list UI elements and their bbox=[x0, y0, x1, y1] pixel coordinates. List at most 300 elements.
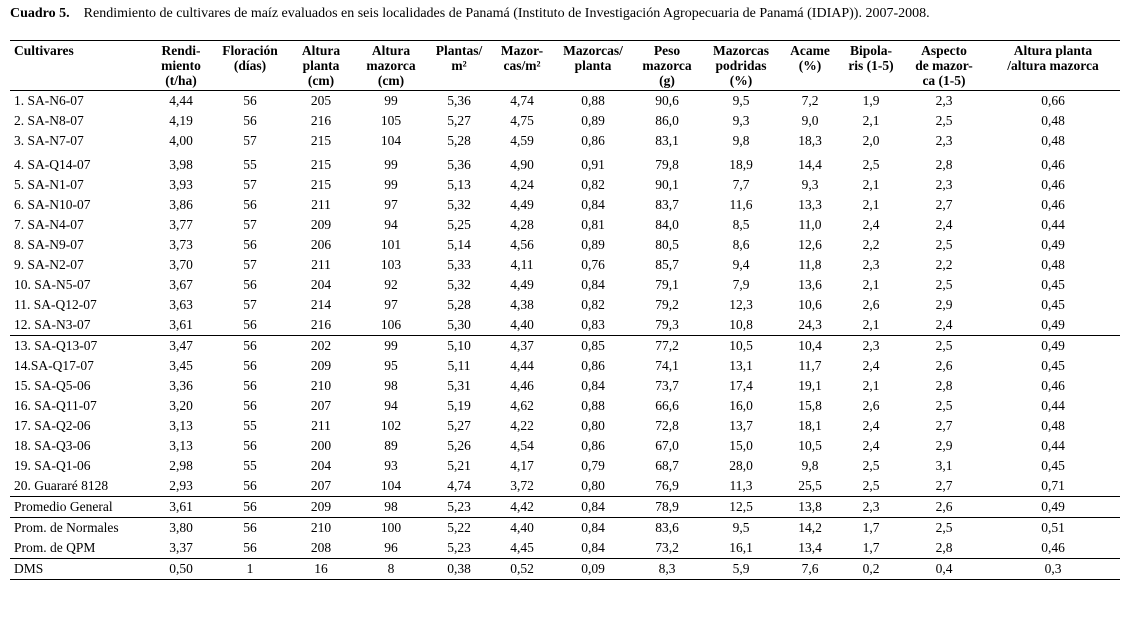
table-cell: 215 bbox=[310, 157, 332, 172]
table-cell: 11,0 bbox=[798, 217, 822, 232]
table-cell: 4,59 bbox=[510, 133, 534, 148]
table-cell: 4,75 bbox=[510, 113, 534, 128]
table-cell: 57 bbox=[243, 217, 257, 232]
table-cell: 0,49 bbox=[986, 336, 1120, 357]
table-cell: 79,8 bbox=[655, 157, 679, 172]
table-cell: 80,5 bbox=[655, 237, 679, 252]
column-header bbox=[554, 41, 632, 91]
column-header bbox=[150, 41, 212, 91]
table-cell: 0,38 bbox=[428, 559, 490, 580]
cultivar-name-cell: 7. SA-N4-07 bbox=[14, 217, 84, 232]
table-cell: 0,66 bbox=[1041, 93, 1065, 108]
table-cell: 2,3 bbox=[935, 177, 953, 192]
table-cell: 0,84 bbox=[581, 197, 605, 212]
table-cell: 205 bbox=[310, 93, 332, 108]
table-cell: 2,3 bbox=[862, 257, 880, 272]
table-cell: 99 bbox=[384, 177, 398, 192]
cultivar-name-cell: 2. SA-N8-07 bbox=[14, 113, 84, 128]
table-cell: 0,44 bbox=[1041, 398, 1065, 413]
table-cell: 13,8 bbox=[780, 497, 840, 518]
column-header-line: Bipola- bbox=[849, 43, 892, 58]
table-cell: 2,2 bbox=[862, 237, 880, 252]
table-cell: 68,7 bbox=[655, 458, 679, 473]
cultivar-name-cell: 15. SA-Q5-06 bbox=[14, 378, 91, 393]
table-cell: 0,48 bbox=[1041, 418, 1065, 433]
table-cell: 0,88 bbox=[581, 398, 605, 413]
table-cell: 0,46 bbox=[1041, 540, 1065, 555]
table-cell: 211 bbox=[311, 257, 331, 272]
table-cell: 1,7 bbox=[862, 540, 880, 555]
column-header-line: (días) bbox=[233, 58, 267, 73]
table-cell: 56 bbox=[243, 277, 257, 292]
table-cell: 98 bbox=[384, 378, 398, 393]
table-cell: 2,5 bbox=[902, 336, 986, 357]
table-cell: 0,2 bbox=[840, 559, 902, 580]
table-cell: 4,11 bbox=[510, 257, 534, 272]
table-cell: 2,6 bbox=[935, 358, 953, 373]
table-cell: 2,4 bbox=[862, 438, 880, 453]
table-cell: 10,5 bbox=[798, 438, 822, 453]
column-header bbox=[902, 41, 986, 91]
table-cell: 83,6 bbox=[632, 518, 702, 539]
table-cell: 9,5 bbox=[702, 518, 780, 539]
table-cell: 9,4 bbox=[732, 257, 750, 272]
table-cell: 4,40 bbox=[490, 518, 554, 539]
table-cell: 0,44 bbox=[1041, 438, 1065, 453]
table-cell: 208 bbox=[310, 540, 332, 555]
table-row bbox=[10, 235, 1120, 255]
table-cell: 0,09 bbox=[554, 559, 632, 580]
column-header-line: ca (1-5) bbox=[922, 73, 966, 88]
table-cell: 5,21 bbox=[447, 458, 471, 473]
table-cell: 0,84 bbox=[554, 518, 632, 539]
table-cell: 56 bbox=[212, 336, 288, 357]
table-cell: 11,3 bbox=[729, 478, 753, 493]
column-header-line: mazorca bbox=[642, 58, 692, 73]
table-cell: 97 bbox=[384, 197, 398, 212]
column-header-line: Mazorcas bbox=[713, 43, 769, 58]
table-cell: 7,9 bbox=[732, 277, 750, 292]
table-cell: 2,3 bbox=[840, 497, 902, 518]
column-header-line: Plantas/ bbox=[435, 43, 483, 58]
table-cell: 2,98 bbox=[169, 458, 193, 473]
table-cell: 0,86 bbox=[581, 358, 605, 373]
cultivar-name-cell: Prom. de QPM bbox=[14, 540, 96, 555]
table-cell: 2,3 bbox=[935, 93, 953, 108]
table-cell: 18,3 bbox=[798, 133, 822, 148]
table-cell: 210 bbox=[310, 378, 332, 393]
table-cell: 102 bbox=[380, 418, 402, 433]
cultivar-name-cell: 8. SA-N9-07 bbox=[14, 237, 84, 252]
cultivar-name-cell: Prom. de Normales bbox=[10, 518, 150, 539]
table-cell: 210 bbox=[288, 518, 354, 539]
table-row bbox=[10, 151, 1120, 175]
table-cell: 5,26 bbox=[447, 438, 471, 453]
table-cell: 2,6 bbox=[902, 497, 986, 518]
table-cell: 2,0 bbox=[862, 133, 880, 148]
table-cell: 0,84 bbox=[581, 540, 605, 555]
table-cell: 9,3 bbox=[801, 177, 819, 192]
table-cell: 0,49 bbox=[986, 497, 1120, 518]
table-cell: 56 bbox=[243, 358, 257, 373]
table-cell: 4,00 bbox=[169, 133, 193, 148]
table-cell: 0,89 bbox=[581, 237, 605, 252]
table-cell: 3,20 bbox=[169, 398, 193, 413]
table-cell: 202 bbox=[288, 336, 354, 357]
table-cell: 78,9 bbox=[632, 497, 702, 518]
table-cell: 83,1 bbox=[655, 133, 679, 148]
column-header-line: Acame bbox=[790, 43, 830, 58]
table-cell: 72,8 bbox=[655, 418, 679, 433]
table-cell: 214 bbox=[310, 297, 332, 312]
table-cell: 3,86 bbox=[169, 197, 193, 212]
column-header-line: planta bbox=[574, 58, 612, 73]
table-cell: 5,27 bbox=[447, 113, 471, 128]
table-cell: 57 bbox=[243, 133, 257, 148]
table-cell: 0,4 bbox=[902, 559, 986, 580]
table-cell: 76,9 bbox=[655, 478, 679, 493]
table-cell: 74,1 bbox=[655, 358, 679, 373]
table-cell: 25,5 bbox=[798, 478, 822, 493]
table-cell: 73,7 bbox=[655, 378, 679, 393]
table-cell: 3,93 bbox=[169, 177, 193, 192]
table-cell: 56 bbox=[243, 237, 257, 252]
column-header-line: Altura planta bbox=[1013, 43, 1093, 58]
table-cell: 2,5 bbox=[935, 398, 953, 413]
table-cell: 2,1 bbox=[862, 317, 880, 332]
table-cell: 19,1 bbox=[798, 378, 822, 393]
table-cell: 4,54 bbox=[510, 438, 534, 453]
table-cell: 1 bbox=[212, 559, 288, 580]
table-cell: 0,49 bbox=[1041, 317, 1065, 332]
table-cell: 99 bbox=[384, 157, 398, 172]
table-cell: 4,44 bbox=[510, 358, 534, 373]
table-cell: 79,1 bbox=[655, 277, 679, 292]
column-header bbox=[10, 41, 150, 91]
table-cell: 4,49 bbox=[510, 197, 534, 212]
table-cell: 56 bbox=[212, 518, 288, 539]
table-cell: 4,38 bbox=[510, 297, 534, 312]
table-cell: 2,1 bbox=[862, 197, 880, 212]
table-cell: 211 bbox=[311, 197, 331, 212]
table-cell: 15,0 bbox=[729, 438, 753, 453]
table-cell: 5,28 bbox=[447, 133, 471, 148]
table-cell: 3,47 bbox=[150, 336, 212, 357]
cultivar-name-cell: 17. SA-Q2-06 bbox=[14, 418, 91, 433]
table-row bbox=[10, 456, 1120, 476]
table-cell: 4,46 bbox=[510, 378, 534, 393]
table-cell: 2,1 bbox=[862, 177, 880, 192]
column-header-line: Floración bbox=[222, 43, 278, 58]
table-cell: 5,32 bbox=[447, 197, 471, 212]
table-cell: 17,4 bbox=[729, 378, 753, 393]
table-cell: 56 bbox=[243, 398, 257, 413]
table-cell: 0,48 bbox=[1041, 257, 1065, 272]
table-cell: 93 bbox=[384, 458, 398, 473]
table-cell: 16,1 bbox=[729, 540, 753, 555]
table-cell: 85,7 bbox=[655, 257, 679, 272]
table-cell: 4,74 bbox=[510, 93, 534, 108]
table-row bbox=[10, 376, 1120, 396]
table-row bbox=[10, 436, 1120, 456]
cultivar-name-cell: 3. SA-N7-07 bbox=[14, 133, 84, 148]
column-header bbox=[490, 41, 554, 91]
table-cell: 94 bbox=[384, 217, 398, 232]
caption-text: Rendimiento de cultivares de maíz evaluados en seis localidades de Panamá (Instituto de Investigación Agropecuaria de Panamá (IDIAP)). 2007-2008. bbox=[83, 6, 930, 21]
table-cell: 209 bbox=[288, 497, 354, 518]
table-cell: 2,5 bbox=[935, 113, 953, 128]
table-cell: 57 bbox=[243, 297, 257, 312]
table-cell: 8,3 bbox=[632, 559, 702, 580]
table-cell: 3,13 bbox=[169, 438, 193, 453]
table-cell: 5,30 bbox=[447, 317, 471, 332]
column-header-line: (cm) bbox=[377, 73, 405, 88]
table-cell: 3,37 bbox=[169, 540, 193, 555]
table-cell: 16 bbox=[288, 559, 354, 580]
table-cell: 0,80 bbox=[581, 418, 605, 433]
table-cell: 56 bbox=[212, 497, 288, 518]
table-cell: 206 bbox=[310, 237, 332, 252]
column-header-line: (%) bbox=[798, 58, 822, 73]
table-cell: 0,88 bbox=[581, 93, 605, 108]
table-cell: 3,72 bbox=[510, 478, 534, 493]
table-cell: 18,9 bbox=[729, 157, 753, 172]
table-row bbox=[10, 175, 1120, 195]
table-cell: 3,36 bbox=[169, 378, 193, 393]
table-cell: 0,3 bbox=[986, 559, 1120, 580]
table-cell: 5,19 bbox=[447, 398, 471, 413]
table-cell: 2,5 bbox=[862, 478, 880, 493]
table-cell: 103 bbox=[380, 257, 402, 272]
table-cell: 13,3 bbox=[798, 197, 822, 212]
table-cell: 3,98 bbox=[169, 157, 193, 172]
table-cell: 73,2 bbox=[655, 540, 679, 555]
table-row bbox=[10, 91, 1120, 112]
table-row bbox=[10, 131, 1120, 151]
column-header bbox=[632, 41, 702, 91]
table-cell: 11,6 bbox=[729, 197, 753, 212]
table-row bbox=[10, 559, 1120, 580]
cultivar-name-cell: 14.SA-Q17-07 bbox=[14, 358, 94, 373]
table-cell: 5,10 bbox=[428, 336, 490, 357]
table-cell: 4,56 bbox=[510, 237, 534, 252]
column-header-line: ris (1-5) bbox=[848, 58, 894, 73]
table-cell: 9,0 bbox=[801, 113, 819, 128]
column-header bbox=[288, 41, 354, 91]
table-caption bbox=[10, 6, 930, 22]
caption-label: Cuadro 5. bbox=[10, 6, 70, 21]
column-header-line: Peso bbox=[653, 43, 681, 58]
cultivar-name-cell: Promedio General bbox=[10, 497, 150, 518]
table-row bbox=[10, 215, 1120, 235]
table-cell: 3,13 bbox=[169, 418, 193, 433]
table-cell: 0,46 bbox=[1041, 378, 1065, 393]
table-cell: 5,36 bbox=[447, 93, 471, 108]
table-cell: 5,32 bbox=[447, 277, 471, 292]
column-header-line: Rendi- bbox=[161, 43, 201, 58]
table-cell: 0,80 bbox=[581, 478, 605, 493]
table-cell: 0,52 bbox=[490, 559, 554, 580]
table-cell: 2,7 bbox=[935, 197, 953, 212]
table-cell: 0,86 bbox=[581, 438, 605, 453]
table-cell: 55 bbox=[243, 157, 257, 172]
table-cell: 2,1 bbox=[862, 277, 880, 292]
table-cell: 90,6 bbox=[655, 93, 679, 108]
table-cell: 83,7 bbox=[655, 197, 679, 212]
table-row bbox=[10, 396, 1120, 416]
column-header-line: (%) bbox=[729, 73, 753, 88]
table-cell: 0,85 bbox=[554, 336, 632, 357]
table-cell: 90,1 bbox=[655, 177, 679, 192]
table-row bbox=[10, 497, 1120, 518]
table-cell: 57 bbox=[243, 257, 257, 272]
table-cell: 96 bbox=[384, 540, 398, 555]
table-cell: 3,63 bbox=[169, 297, 193, 312]
table-row bbox=[10, 255, 1120, 275]
table-cell: 2,7 bbox=[935, 418, 953, 433]
table-cell: 4,44 bbox=[169, 93, 193, 108]
table-cell: 0,46 bbox=[1041, 177, 1065, 192]
table-cell: 5,36 bbox=[447, 157, 471, 172]
table-cell: 0,79 bbox=[581, 458, 605, 473]
table-cell: 4,37 bbox=[490, 336, 554, 357]
table-cell: 104 bbox=[380, 478, 402, 493]
table-cell: 1,9 bbox=[862, 93, 880, 108]
table-cell: 0,48 bbox=[1041, 113, 1065, 128]
table-cell: 10,6 bbox=[798, 297, 822, 312]
table-cell: 216 bbox=[310, 113, 332, 128]
table-cell: 0,50 bbox=[150, 559, 212, 580]
table-cell: 104 bbox=[380, 133, 402, 148]
cultivar-name-cell: DMS bbox=[10, 559, 150, 580]
table-cell: 209 bbox=[310, 217, 332, 232]
table-cell: 101 bbox=[380, 237, 402, 252]
table-cell: 215 bbox=[310, 133, 332, 148]
table-cell: 2,7 bbox=[935, 478, 953, 493]
table-cell: 97 bbox=[384, 297, 398, 312]
table-cell: 5,9 bbox=[702, 559, 780, 580]
table-cell: 5,28 bbox=[447, 297, 471, 312]
table-cell: 24,3 bbox=[798, 317, 822, 332]
table-cell: 11,8 bbox=[798, 257, 822, 272]
cultivar-name-cell: 4. SA-Q14-07 bbox=[14, 157, 91, 172]
table-cell: 14,2 bbox=[780, 518, 840, 539]
table-cell: 56 bbox=[243, 113, 257, 128]
table-body bbox=[10, 91, 1120, 580]
column-header-line: /altura mazorca bbox=[1007, 58, 1099, 73]
column-header-line: planta bbox=[302, 58, 340, 73]
table-cell: 204 bbox=[310, 277, 332, 292]
table-cell: 99 bbox=[384, 93, 398, 108]
table-cell: 5,22 bbox=[428, 518, 490, 539]
table-cell: 0,84 bbox=[554, 497, 632, 518]
table-cell: 2,1 bbox=[862, 113, 880, 128]
table-cell: 98 bbox=[354, 497, 428, 518]
table-cell: 2,4 bbox=[862, 358, 880, 373]
table-cell: 4,22 bbox=[510, 418, 534, 433]
table-cell: 4,19 bbox=[169, 113, 193, 128]
table-cell: 2,5 bbox=[935, 277, 953, 292]
table-cell: 4,40 bbox=[510, 317, 534, 332]
cultivar-name-cell: 16. SA-Q11-07 bbox=[14, 398, 97, 413]
column-header-line: Mazor- bbox=[500, 43, 544, 58]
table-cell: 2,6 bbox=[862, 398, 880, 413]
column-header bbox=[354, 41, 428, 91]
table-cell: 56 bbox=[243, 197, 257, 212]
table-cell: 7,6 bbox=[780, 559, 840, 580]
column-header bbox=[702, 41, 780, 91]
table-cell: 9,8 bbox=[801, 458, 819, 473]
table-cell: 79,3 bbox=[655, 317, 679, 332]
table-cell: 99 bbox=[354, 336, 428, 357]
table-cell: 9,8 bbox=[732, 133, 750, 148]
table-cell: 207 bbox=[310, 398, 332, 413]
table-cell: 56 bbox=[243, 540, 257, 555]
table-cell: 0,45 bbox=[1041, 358, 1065, 373]
column-header-line: miento bbox=[161, 58, 201, 73]
table-cell: 2,8 bbox=[935, 540, 953, 555]
column-header bbox=[780, 41, 840, 91]
cultivar-name-cell: 11. SA-Q12-07 bbox=[14, 297, 97, 312]
table-cell: 12,3 bbox=[729, 297, 753, 312]
cultivar-name-cell: 19. SA-Q1-06 bbox=[14, 458, 91, 473]
table-cell: 0,82 bbox=[581, 297, 605, 312]
table-row bbox=[10, 195, 1120, 215]
table-cell: 0,45 bbox=[1041, 458, 1065, 473]
table-cell: 0,49 bbox=[1041, 237, 1065, 252]
table-cell: 2,4 bbox=[935, 217, 953, 232]
table-cell: 2,3 bbox=[840, 336, 902, 357]
table-cell: 0,45 bbox=[1041, 297, 1065, 312]
cultivar-name-cell: 20. Guararé 8128 bbox=[14, 478, 109, 493]
table-cell: 28,0 bbox=[729, 458, 753, 473]
table-row bbox=[10, 295, 1120, 315]
table-row bbox=[10, 356, 1120, 376]
table-cell: 3,45 bbox=[169, 358, 193, 373]
table-cell: 13,1 bbox=[729, 358, 753, 373]
table-cell: 13,4 bbox=[798, 540, 822, 555]
table-cell: 209 bbox=[310, 358, 332, 373]
table-cell: 2,4 bbox=[862, 418, 880, 433]
table-row bbox=[10, 315, 1120, 336]
table-cell: 86,0 bbox=[655, 113, 679, 128]
column-header-line: Altura bbox=[301, 43, 341, 58]
table-cell: 56 bbox=[243, 478, 257, 493]
cultivar-name-cell: 9. SA-N2-07 bbox=[14, 257, 84, 272]
column-header-line: Cultivares bbox=[14, 43, 74, 58]
table-cell: 2,93 bbox=[169, 478, 193, 493]
table-cell: 18,1 bbox=[798, 418, 822, 433]
table-cell: 4,17 bbox=[510, 458, 534, 473]
table-cell: 4,62 bbox=[510, 398, 534, 413]
table-cell: 100 bbox=[354, 518, 428, 539]
table-cell: 4,45 bbox=[510, 540, 534, 555]
table-cell: 3,1 bbox=[935, 458, 953, 473]
table-cell: 5,27 bbox=[447, 418, 471, 433]
column-header-line: Aspecto bbox=[921, 43, 967, 58]
table-cell: 0,91 bbox=[581, 157, 605, 172]
table-cell: 84,0 bbox=[655, 217, 679, 232]
table-row bbox=[10, 416, 1120, 436]
table-cell: 9,5 bbox=[732, 93, 750, 108]
table-cell: 106 bbox=[380, 317, 402, 332]
cultivar-name-cell: 1. SA-N6-07 bbox=[14, 93, 84, 108]
table-cell: 5,25 bbox=[447, 217, 471, 232]
table-cell: 8,6 bbox=[732, 237, 750, 252]
column-header-line: mazorca bbox=[366, 58, 416, 73]
table-cell: 56 bbox=[243, 438, 257, 453]
table-header-row bbox=[10, 41, 1120, 91]
